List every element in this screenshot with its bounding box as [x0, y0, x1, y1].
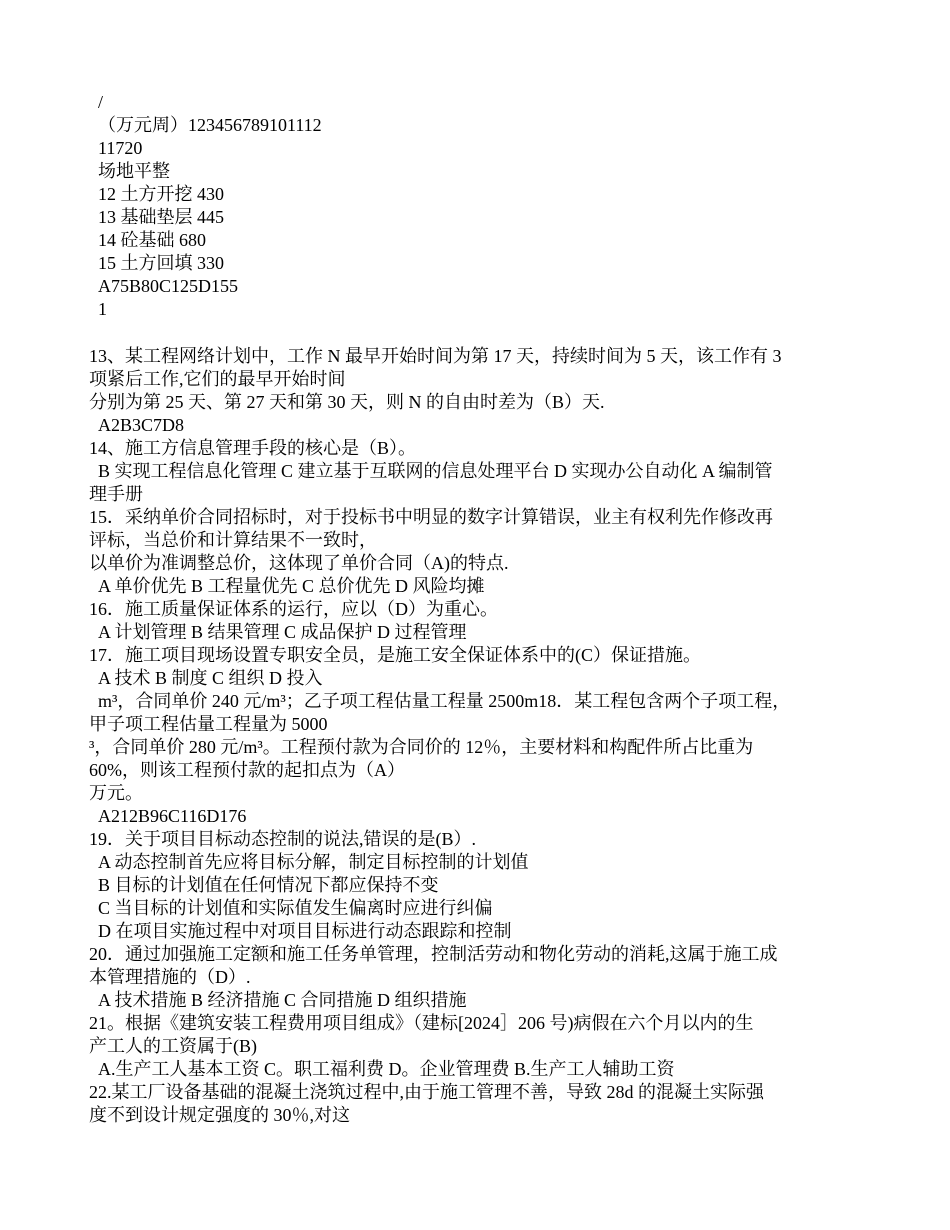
answer-option-a: A 动态控制首先应将目标分解，制定目标控制的计划值 [98, 852, 529, 872]
answer-option-c: C 当目标的计划值和实际值发生偏离时应进行纠偏 [98, 898, 493, 918]
text-line: ³，合同单价 280 元/m³。工程预付款为合同价的 12％，主要材料和构配件所占比重为 [89, 737, 754, 757]
answer-option-d: D 在项目实施过程中对项目目标进行动态跟踪和控制 [98, 921, 512, 941]
text-line: 分别为第 25 天、第 27 天和第 30 天，则 N 的自由时差为（B）天. [89, 392, 605, 412]
text-line: （万元周）123456789101112 [98, 115, 322, 135]
text-line: / [98, 92, 104, 112]
text-line: 本管理措施的（D）. [89, 967, 251, 987]
question-15-text: 15．采纳单价合同招标时，对于投标书中明显的数字计算错误，业主有权利先作修改再 [89, 507, 773, 527]
text-line: 理手册 [89, 484, 143, 504]
text-line: 60%，则该工程预付款的起扣点为（A） [89, 760, 405, 780]
question-18-text: m³，合同单价 240 元/m³；乙子项工程估量工程量 2500m18．某工程包含两个子项工程， [98, 691, 791, 711]
text-line: 场地平整 [98, 161, 170, 181]
text-line: 1 [98, 299, 107, 319]
text-line: 评标，当总价和计算结果不一致时， [89, 530, 377, 550]
text-line: A75B80C125D155 [98, 276, 239, 296]
text-line: 13 基础垫层 445 [98, 207, 224, 227]
question-16-text: 16．施工质量保证体系的运行，应以（D）为重心。 [89, 599, 498, 619]
answer-options: B 实现工程信息化管理 C 建立基于互联网的信息处理平台 D 实现办公自动化 A 编制管 [98, 461, 773, 481]
text-line: 产工人的工资属于(B) [89, 1036, 257, 1056]
question-22-text: 22.某工厂设备基础的混凝土浇筑过程中,由于施工管理不善，导致 28d 的混凝土实际强 [89, 1082, 764, 1102]
text-line: 项紧后工作,它们的最早开始时间 [89, 369, 346, 389]
answer-options: A 技术 B 制度 C 组织 D 投入 [98, 668, 323, 688]
text-line: 甲子项工程估量工程量为 5000 [89, 714, 328, 734]
question-17-text: 17．施工项目现场设置专职安全员，是施工安全保证体系中的(C）保证措施。 [89, 645, 701, 665]
answer-options: A 技术措施 B 经济措施 C 合同措施 D 组织措施 [98, 990, 467, 1010]
text-line: 14 砼基础 680 [98, 230, 206, 250]
answer-options: A212B96C116D176 [98, 806, 247, 826]
question-19-text: 19．关于项目目标动态控制的说法,错误的是(B）. [89, 829, 476, 849]
question-20-text: 20．通过加强施工定额和施工任务单管理，控制活劳动和物化劳动的消耗,这属于施工成 [89, 944, 778, 964]
text-line: 11720 [98, 138, 143, 158]
text-line: 12 土方开挖 430 [98, 184, 224, 204]
text-line: 度不到设计规定强度的 30％,对这 [89, 1105, 350, 1125]
answer-option-b: B 目标的计划值在任何情况下都应保持不变 [98, 875, 439, 895]
text-line: 万元。 [89, 783, 143, 803]
question-13-text: 13、某工程网络计划中，工作 N 最早开始时间为第 17 天，持续时间为 5 天，该工作有 3 [89, 346, 782, 366]
text-line: 以单价为准调整总价，这体现了单价合同（A)的特点. [89, 553, 509, 573]
answer-options: A 单价优先 B 工程量优先 C 总价优先 D 风险均摊 [98, 576, 485, 596]
question-21-text: 21。根据《建筑安装工程费用项目组成》（建标[2024］206 号)病假在六个月以内的生 [89, 1013, 754, 1033]
text-line: 15 土方回填 330 [98, 253, 224, 273]
question-14-text: 14、施工方信息管理手段的核心是（B）。 [89, 438, 417, 458]
answer-options: A 计划管理 B 结果管理 C 成品保护 D 过程管理 [98, 622, 467, 642]
answer-options: A.生产工人基本工资 C。职工福利费 D。企业管理费 B.生产工人辅助工资 [98, 1059, 675, 1079]
answer-options: A2B3C7D8 [98, 415, 185, 435]
